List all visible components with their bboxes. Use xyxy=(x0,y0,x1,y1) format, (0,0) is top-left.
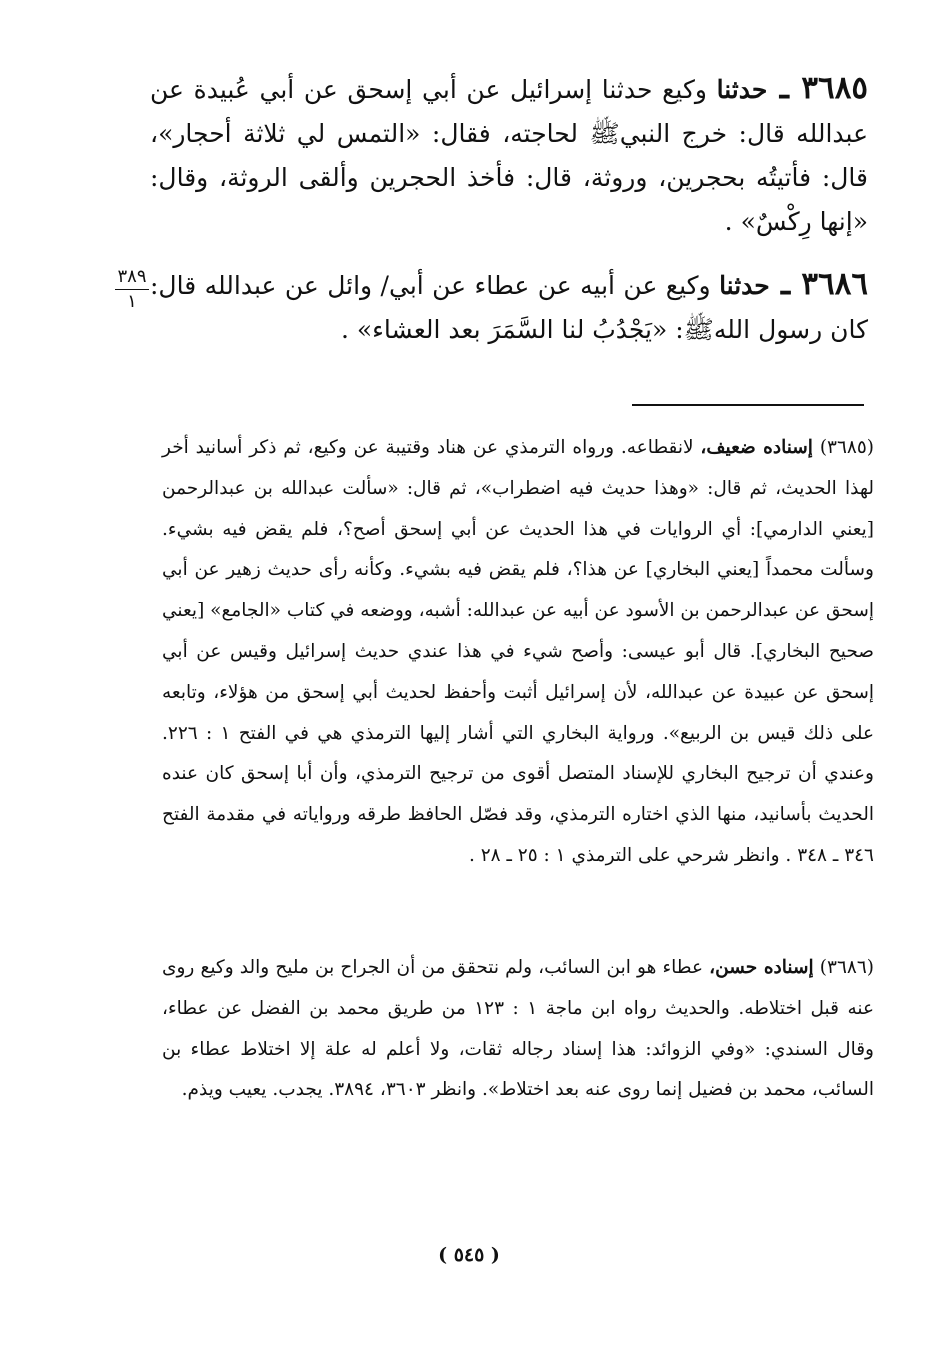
hadith-text: وكيع حدثنا إسرائيل عن أبي إسحق عن أبي عُبيدة عن عبدالله قال: خرج النبيﷺ لحاجته، فقال: «التمس لي ثلاثة أحجار»، قال: فأتيتُه بحجرين، وروثة، قال: فأخذ الحجرين وألقى الروثة، وقال: «إنها رِكْسٌ» . xyxy=(150,75,868,236)
hadith-dash: ـ xyxy=(767,70,802,106)
margin-reference-page: ٣٨٩ xyxy=(117,266,147,287)
footnote-3686 xyxy=(162,948,874,1111)
footnote-3685 xyxy=(162,428,874,877)
hadith-lead-word: حدثنا xyxy=(719,271,770,300)
footnote-separator-line xyxy=(632,404,864,406)
footnote-number: (٣٦٨٦) xyxy=(819,957,874,978)
margin-volume-page-reference xyxy=(112,266,152,313)
footnote-number: (٣٦٨٥) xyxy=(819,437,874,458)
footnote-paragraph xyxy=(162,428,874,877)
hadith-number: ٣٦٨٥ xyxy=(801,70,868,106)
margin-reference-divider xyxy=(115,289,149,290)
footnote-text: لانقطاعه. ورواه الترمذي عن هناد وقتيبة عن وكيع، ثم ذكر أسانيد أخر لهذا الحديث، ثم قال: «وهذا حديث فيه اضطراب»، ثم قال: «سألت عبدالله بن عبدالرحمن [يعني الدارمي]: أي الروايات في هذا الحديث عن أبي إسحق أصح؟، فلم يقض فيه بشيء. وسألت محمداً [يعني البخاري] عن هذا؟، فلم يقض فيه بشيء. وكأنه رأى حديث زهير عن أبي إسحق عن عبدالرحمن بن الأسود عن أبيه عن عبدالله: أشبه، ووضعه في كتاب «الجامع» [يعني صحيح البخاري]. قال أبو عيسى: وأصح شيء في هذا عندي حديث إسرائيل وقيس عن أبي إسحق عن عبيدة عن عبدالله، لأن إسرائيل أثبت وأحفظ لحديث أبي إسحق من هؤلاء، وتابعه على ذلك قيس بن الربيع». ورواية البخاري التي أشار إليها الترمذي هي في الفتح ١ : ٢٢٦. وعندي أن ترجيح البخاري للإسناد المتصل أقوى من ترجيح الترمذي، وأن أبا إسحق كان عنده الحديث بأسانيد، منها الذي اختاره الترمذي، وقد فصّل الحافظ طرقه ورواياته في مقدمة الفتح ٣٤٦ ـ ٣٤٨ . وانظر شرحي على الترمذي ١ : ٢٥ ـ ٢٨ . xyxy=(162,437,874,866)
footnote-text: عطاء هو ابن السائب، ولم نتحقق من أن الجراح بن مليح والد وكيع روى عنه قبل اختلاطه. والحديث رواه ابن ماجة ١ : ١٢٣ من طريق محمد بن الفضل عن عطاء، وقال السندي: «وفي الزوائد: هذا إسناد رجاله ثقات، ولا أعلم له علة إلا اختلاط عطاء بن السائب، محمد بن فضيل إنما روى عنه بعد اختلاط». وانظر ٣٦٠٣، ٣٨٩٤. يجدب. يعيب ويذم. xyxy=(162,957,874,1101)
hadith-paragraph xyxy=(150,262,868,352)
footnote-grading: إسناده ضعيف، xyxy=(700,437,813,458)
hadith-paragraph xyxy=(150,66,868,244)
hadith-dash: ـ xyxy=(769,266,802,302)
hadith-text: وكيع عن أبيه عن عطاء عن أبي/ وائل عن عبدالله قال: كان رسول اللهﷺ: «يَجْدُبُ لنا السَّمَرَ بعد العشاء» . xyxy=(150,271,868,344)
margin-reference-part: ١ xyxy=(127,291,137,312)
hadith-lead-word: حدثنا xyxy=(716,75,768,104)
footnote-grading: إسناده حسن، xyxy=(709,957,814,978)
page-number: ( ٥٤٥ ) xyxy=(438,1244,500,1266)
hadith-number: ٣٦٨٦ xyxy=(801,266,869,302)
hadith-3685 xyxy=(150,66,868,244)
hadith-3686 xyxy=(150,262,868,352)
footnote-paragraph xyxy=(162,948,874,1111)
